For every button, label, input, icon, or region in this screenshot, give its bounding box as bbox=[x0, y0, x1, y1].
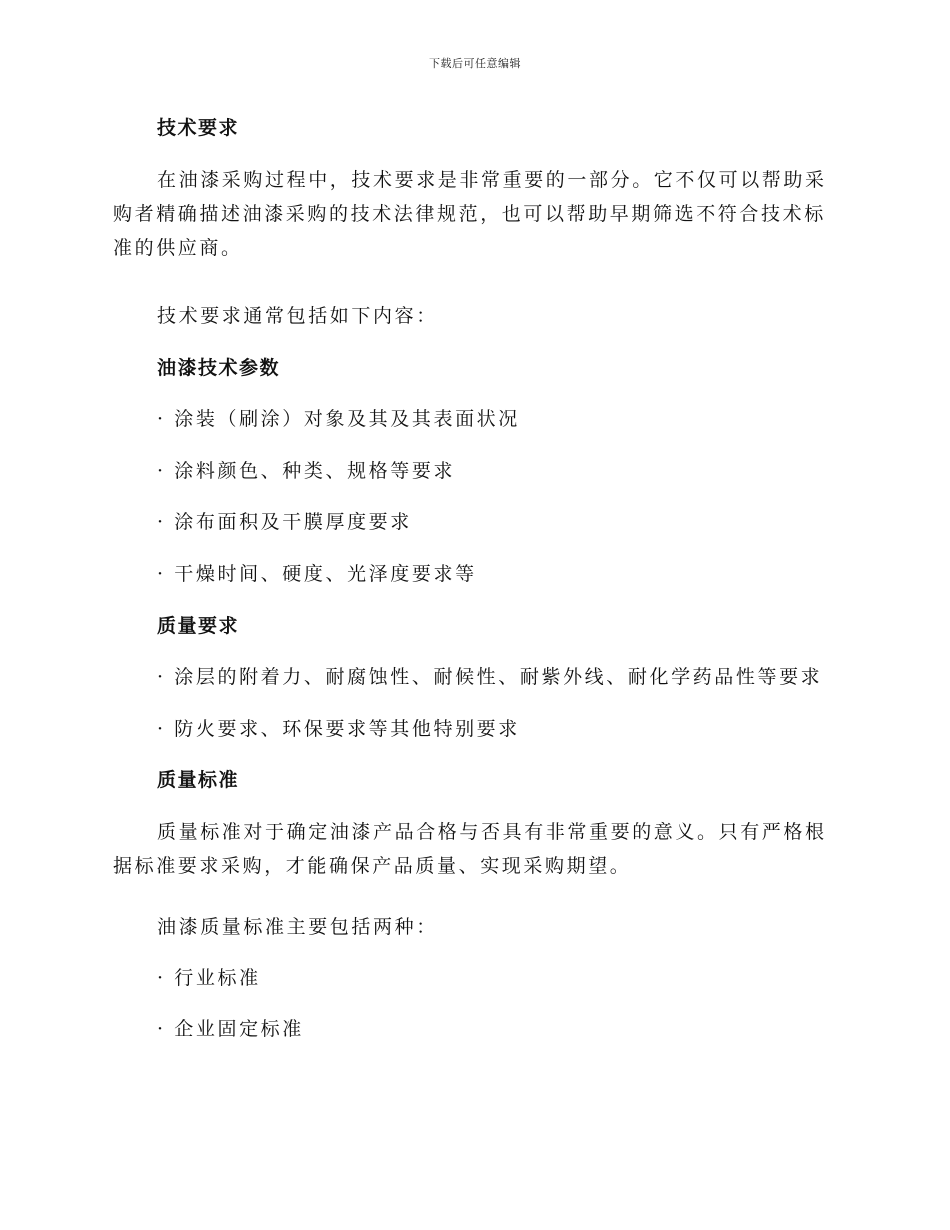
list-item: · 涂层的附着力、耐腐蚀性、耐候性、耐紫外线、耐化学药品性等要求 bbox=[157, 666, 823, 688]
list-item: · 行业标准 bbox=[157, 967, 261, 989]
heading-technical-requirements: 技术要求 bbox=[157, 117, 240, 139]
paragraph-quality-standards: 质量标准对于确定油漆产品合格与否具有非常重要的意义。只有严格根据标准要求采购，才能确保产品质量、实现采购期望。 bbox=[113, 821, 827, 877]
paragraph-quality-standards-intro: 油漆质量标准主要包括两种： bbox=[157, 916, 438, 938]
list-item: · 涂料颜色、种类、规格等要求 bbox=[157, 460, 456, 482]
heading-paint-parameters: 油漆技术参数 bbox=[157, 357, 281, 379]
page-header: 下载后可任意编辑 bbox=[429, 57, 521, 70]
heading-quality-requirements: 质量要求 bbox=[157, 615, 240, 637]
heading-quality-standards: 质量标准 bbox=[157, 769, 240, 791]
list-item: · 干燥时间、硬度、光泽度要求等 bbox=[157, 563, 477, 585]
paragraph-technical-requirements: 在油漆采购过程中，技术要求是非常重要的一部分。它不仅可以帮助采购者精确描述油漆采购的技术法律规范，也可以帮助早期筛选不符合技术标准的供应商。 bbox=[113, 169, 827, 259]
paragraph-technical-intro: 技术要求通常包括如下内容： bbox=[157, 305, 438, 327]
list-item: · 涂布面积及干膜厚度要求 bbox=[157, 511, 412, 533]
list-item: · 涂装（刷涂）对象及其及其表面状况 bbox=[157, 408, 520, 430]
list-item: · 防火要求、环保要求等其他特别要求 bbox=[157, 718, 520, 740]
list-item: · 企业固定标准 bbox=[157, 1018, 304, 1040]
